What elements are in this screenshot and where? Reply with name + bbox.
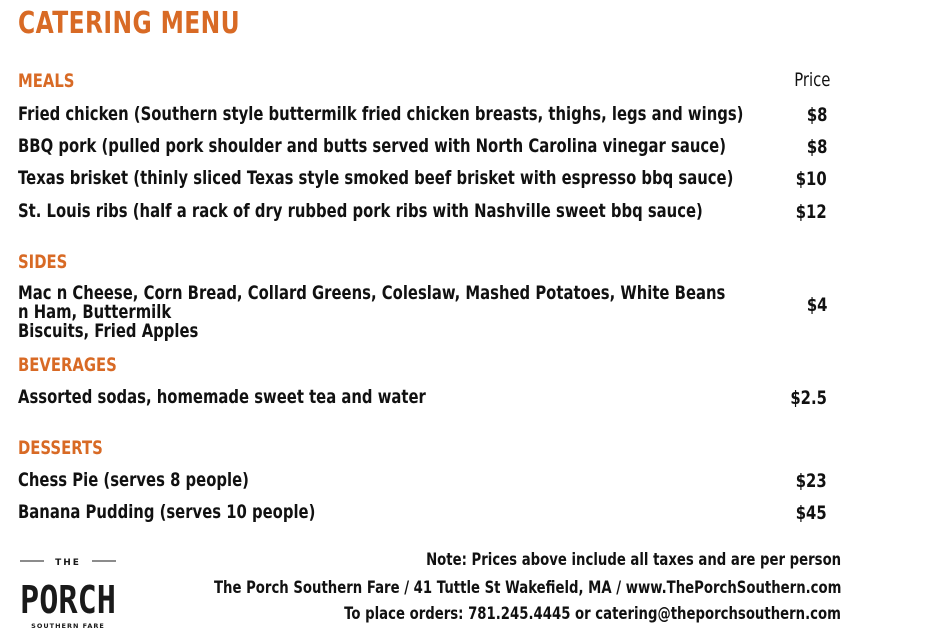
logo-bottom-text: SOUTHERN FARE <box>31 622 105 630</box>
menu-item-price: $23 <box>796 470 827 492</box>
menu-item-beverages: Assorted sodas, homemade sweet tea and water <box>18 386 426 408</box>
footer-note: Note: Prices above include all taxes and are per person <box>425 550 841 570</box>
sides-price: $4 <box>806 294 827 316</box>
page-title: CATERING MENU <box>18 6 241 41</box>
menu-item-banana-pudding: Banana Pudding (serves 10 people) <box>18 501 316 523</box>
sides-list-line: Biscuits, Fried Apples <box>18 320 199 342</box>
menu-item-st-louis-ribs: St. Louis ribs (half a rack of dry rubbed pork ribs with Nashville sweet bbq sauce) <box>18 200 703 222</box>
menu-item-price: $8 <box>806 104 827 126</box>
footer-address: The Porch Southern Fare / 41 Tuttle St Wakefield, MA / www.ThePorchSouthern.com <box>213 578 841 598</box>
section-heading-meals: MEALS <box>18 70 75 92</box>
menu-item-price: $2.5 <box>790 387 827 409</box>
logo-main-text: PORCH <box>20 578 116 622</box>
menu-item-price: $12 <box>796 201 827 223</box>
section-heading-sides: SIDES <box>18 251 68 273</box>
menu-item-price: $8 <box>806 136 827 158</box>
menu-item-price: $45 <box>796 502 827 524</box>
sides-list <box>18 284 736 341</box>
menu-item-price: $10 <box>796 168 827 190</box>
footer-orders: To place orders: 781.245.4445 or catering@theporchsouthern.com <box>344 604 841 624</box>
menu-item-fried-chicken: Fried chicken (Southern style buttermilk fried chicken breasts, thighs, legs and wings) <box>18 103 744 125</box>
sides-list-line: Mac n Cheese, Corn Bread, Collard Greens, Coleslaw, Mashed Potatoes, White Beans n Ham, Buttermilk <box>18 282 726 323</box>
logo-top-text: THE <box>55 558 81 568</box>
menu-item-bbq-pork: BBQ pork (pulled pork shoulder and butts served with North Carolina vinegar sauce) <box>18 135 726 157</box>
menu-item-texas-brisket: Texas brisket (thinly sliced Texas style smoked beef brisket with espresso bbq sauce) <box>18 167 734 189</box>
price-column-header: Price <box>793 69 830 91</box>
section-heading-desserts: DESSERTS <box>18 437 103 459</box>
section-heading-beverages: BEVERAGES <box>18 354 117 376</box>
menu-item-chess-pie: Chess Pie (serves 8 people) <box>18 469 249 491</box>
